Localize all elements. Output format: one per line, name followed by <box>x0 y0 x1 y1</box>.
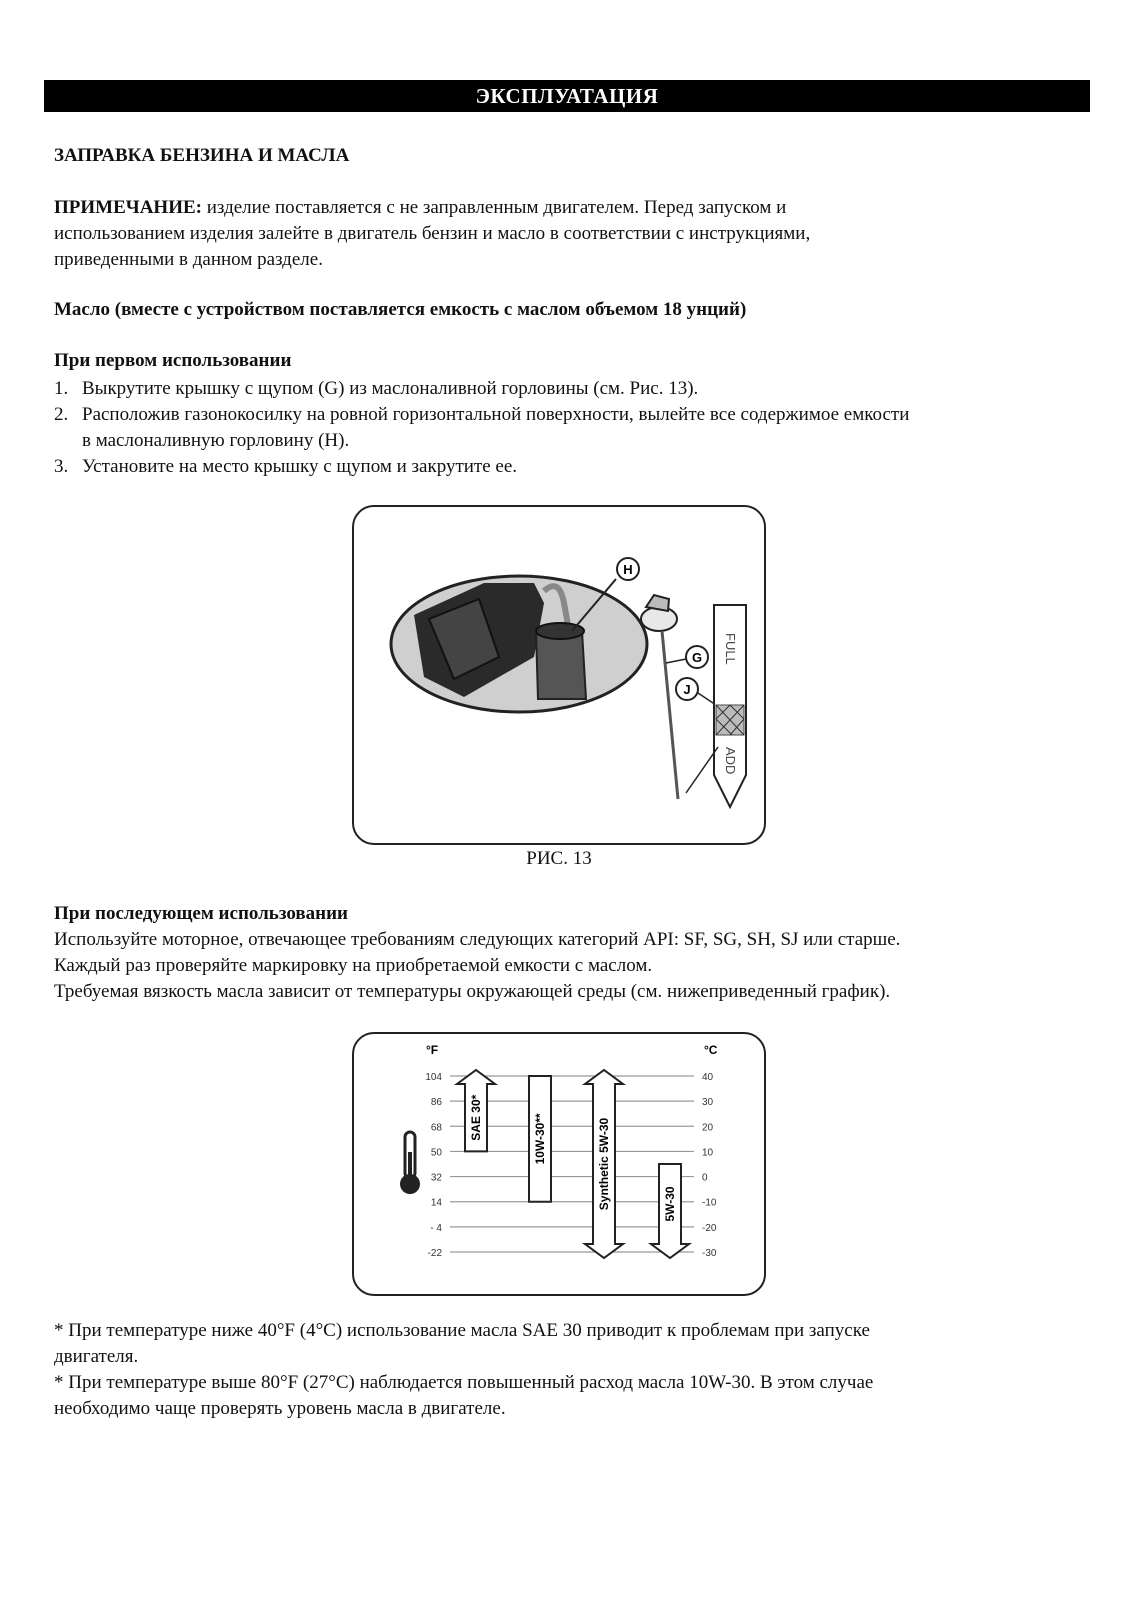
fahrenheit-tick-label: - 4 <box>430 1222 442 1234</box>
step-number: 3. <box>54 456 69 477</box>
step-number: 2. <box>54 404 69 425</box>
fahrenheit-tick-label: 32 <box>430 1172 442 1184</box>
footnote-2 <box>54 1370 1084 1422</box>
footnote-2-line-2: необходимо чаще проверять уровень масла в двигателе. <box>54 1398 506 1419</box>
step-text: Расположив газонокосилку на ровной горизонтальной поверхности, вылейте все содержимое емкости <box>82 404 910 425</box>
celsius-tick-label: -20 <box>702 1222 717 1234</box>
figure-13-caption: РИС. 13 <box>526 848 592 869</box>
celsius-unit-label: °C <box>704 1043 718 1057</box>
list-item <box>54 402 1084 428</box>
list-item <box>54 376 1084 402</box>
footnote-1-line-2: двигателя. <box>54 1346 139 1367</box>
first-use-heading: При первом использовании <box>54 350 292 371</box>
viscosity-bar <box>529 1076 551 1202</box>
first-use-steps <box>54 376 1084 480</box>
dipstick-cap-icon <box>641 607 677 631</box>
celsius-tick-label: -30 <box>702 1248 717 1259</box>
fahrenheit-tick-label: 86 <box>430 1097 442 1109</box>
fahrenheit-unit-label: °F <box>426 1043 439 1057</box>
section-header-bar: ЭКСПЛУАТАЦИЯ <box>44 80 1090 112</box>
note-line-1: изделие поставляется с не заправленным двигателем. Перед запуском и <box>202 197 787 218</box>
dipstick-rod <box>662 631 678 799</box>
fahrenheit-axis <box>425 1072 442 1259</box>
figure-13-illustration <box>354 507 764 843</box>
list-item <box>54 454 1084 480</box>
later-use-line-1: Используйте моторное, отвечающее требованиям следующих категорий API: SF, SG, SH, SJ или старше. <box>54 929 901 950</box>
viscosity-bar-label: 10W-30** <box>533 1113 547 1165</box>
step-text: Установите на место крышку с щупом и закрутите ее. <box>82 456 518 477</box>
section-title: ЗАПРАВКА БЕНЗИНА И МАСЛА <box>54 145 350 166</box>
viscosity-bar-label: SAE 30* <box>469 1094 483 1141</box>
fahrenheit-tick-label: 104 <box>425 1072 442 1083</box>
celsius-tick-label: -10 <box>702 1197 717 1209</box>
later-use-line-3: Требуемая вязкость масла зависит от температуры окружающей среды (см. нижеприведенный график). <box>54 981 891 1002</box>
chart-bars <box>457 1070 689 1258</box>
callout-g-label: G <box>691 650 703 665</box>
footnote-1-line-1: * При температуре ниже 40°F (4°C) использование масла SAE 30 приводит к проблемам при запуске <box>54 1320 870 1341</box>
oil-fill-neck <box>536 631 586 699</box>
dipstick-add-label: ADD <box>723 747 738 775</box>
note-line-2: использованием изделия залейте в двигатель бензин и масло в соответствии с инструкциями, <box>54 223 811 244</box>
callout-h-label: H <box>623 562 633 577</box>
note-line-3: приведенными в данном разделе. <box>54 249 323 270</box>
later-use-heading: При последующем использовании <box>54 903 348 924</box>
viscosity-chart <box>354 1034 764 1294</box>
viscosity-bar <box>457 1070 495 1151</box>
callout-j-label: J <box>683 682 691 697</box>
fahrenheit-tick-label: 68 <box>430 1122 442 1134</box>
fahrenheit-tick-label: 50 <box>430 1147 442 1159</box>
thermometer-icon <box>400 1132 420 1194</box>
viscosity-bar <box>585 1070 623 1258</box>
viscosity-bar <box>651 1164 689 1258</box>
list-item <box>54 428 1084 454</box>
step-number: 1. <box>54 378 69 399</box>
celsius-tick-label: 40 <box>702 1072 714 1083</box>
dipstick-cap-handle <box>646 595 669 611</box>
step-text: в маслоналивную горловину (H). <box>82 430 350 451</box>
later-use-line-2: Каждый раз проверяйте маркировку на приобретаемой емкости с маслом. <box>54 955 653 976</box>
note-paragraph <box>54 195 1084 273</box>
celsius-tick-label: 30 <box>702 1097 714 1109</box>
celsius-tick-label: 10 <box>702 1147 714 1159</box>
footnote-2-line-1: * При температуре выше 80°F (27°C) наблюдается повышенный расход масла 10W-30. В этом случае <box>54 1372 874 1393</box>
callout-g-line <box>666 659 686 663</box>
footnote-1 <box>54 1318 1084 1370</box>
step-text: Выкрутите крышку с щупом (G) из маслоналивной горловины (см. Рис. 13). <box>82 378 699 399</box>
oil-heading: Масло (вместе с устройством поставляется емкость с маслом объемом 18 унций) <box>54 299 747 320</box>
fahrenheit-tick-label: 14 <box>430 1197 442 1209</box>
figure-13-frame <box>352 505 766 845</box>
viscosity-bar-label: 5W-30 <box>663 1186 677 1222</box>
viscosity-bar-label: Synthetic 5W-30 <box>597 1117 611 1211</box>
celsius-tick-label: 0 <box>702 1172 708 1184</box>
viscosity-chart-frame <box>352 1032 766 1296</box>
dipstick-full-label: FULL <box>723 633 738 665</box>
celsius-axis <box>702 1072 717 1259</box>
note-label: ПРИМЕЧАНИЕ: <box>54 197 202 218</box>
later-use-paragraph <box>54 927 1094 1005</box>
fahrenheit-tick-label: -22 <box>427 1248 442 1259</box>
celsius-tick-label: 20 <box>702 1122 714 1134</box>
